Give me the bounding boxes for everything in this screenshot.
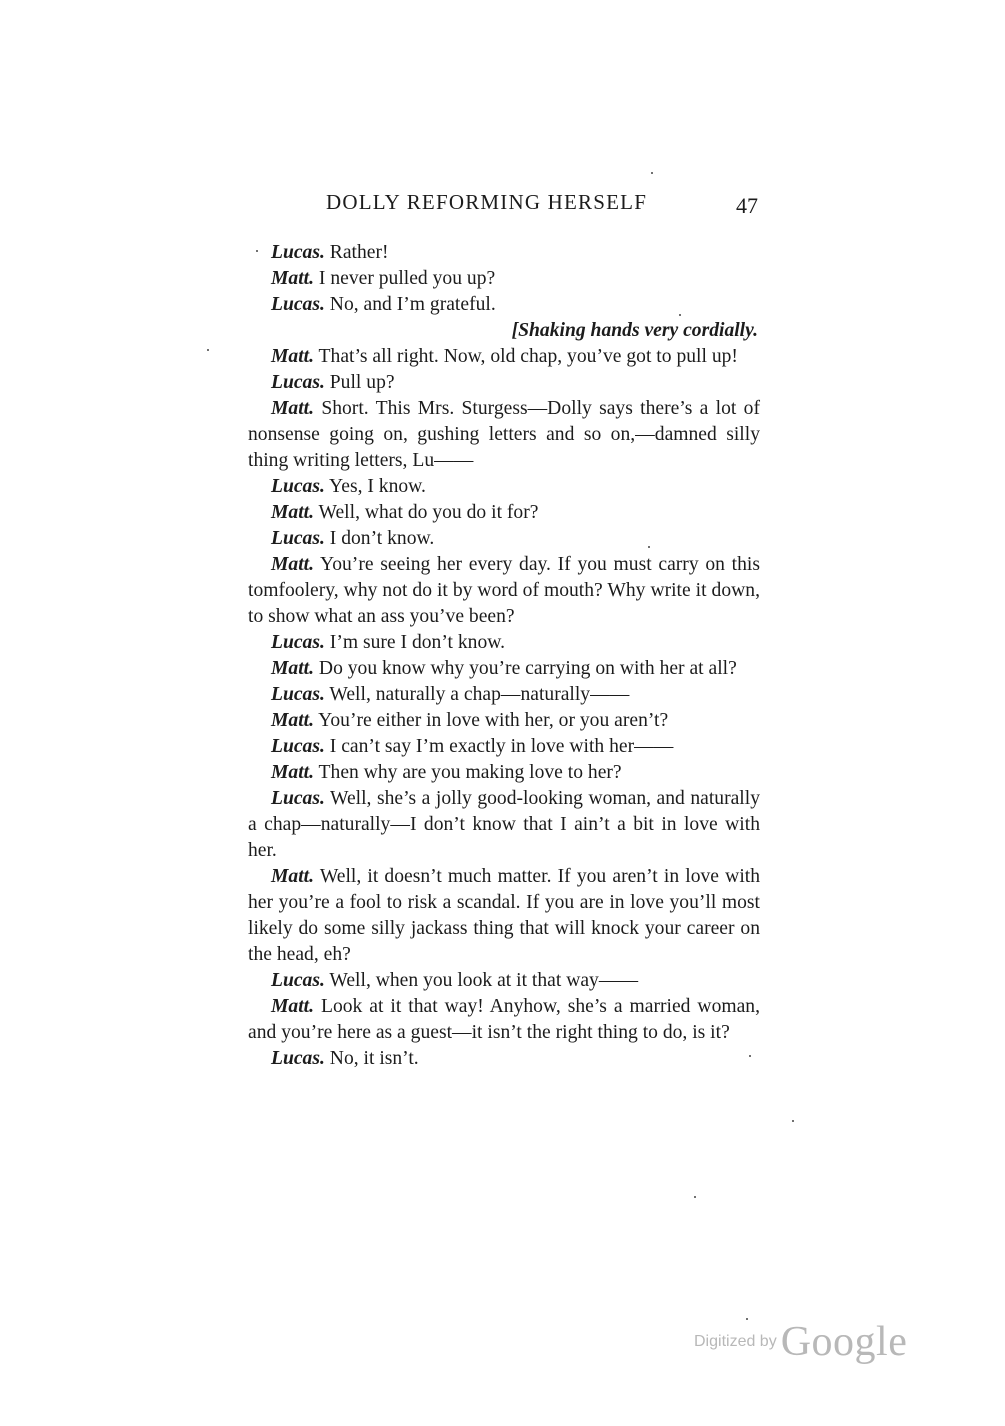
scan-speck (792, 1120, 794, 1122)
speech-text: Do you know why you’re carrying on with her at all? (314, 658, 737, 679)
dialogue-line (248, 630, 760, 656)
scan-speck (256, 250, 258, 252)
speech-text: I never pulled you up? (314, 268, 496, 289)
speech-text: Pull up? (324, 372, 395, 393)
scan-speck (651, 172, 653, 174)
speaker-name: Lucas. (271, 736, 325, 757)
speech-text: Yes, I know. (324, 476, 426, 497)
speaker-name: Matt. (271, 268, 315, 289)
scan-speck (749, 1055, 751, 1057)
play-dialogue (248, 240, 760, 1072)
speaker-name: Matt. (271, 710, 315, 731)
speech-text: I don’t know. (324, 528, 435, 549)
speaker-name: Matt. (271, 996, 315, 1017)
speech-text: Well, when you look at it that way—— (324, 970, 639, 991)
watermark-prefix: Digitized by (694, 1333, 777, 1350)
speaker-name: Matt. (271, 866, 315, 887)
scan-speck (207, 349, 209, 351)
dialogue-line (248, 708, 760, 734)
dialogue-line (248, 864, 760, 968)
speech-text: I’m sure I don’t know. (324, 632, 506, 653)
scan-speck (746, 1318, 748, 1320)
speech-text: You’re either in love with her, or you aren’t? (314, 710, 669, 731)
speech-text: That’s all right. Now, old chap, you’ve got to pull up! (314, 346, 738, 367)
speaker-name: Lucas. (271, 684, 325, 705)
speech-text: Then why are you making love to her? (314, 762, 622, 783)
dialogue-line (248, 760, 760, 786)
speaker-name: Lucas. (271, 1048, 325, 1069)
speech-text: You’re seeing her every day. If you must carry on this tomfoolery, why not do it by word of mouth? Why write it down, to show what an ass you’ve been? (248, 554, 760, 627)
speech-text: Well, what do you do it for? (314, 502, 539, 523)
speaker-name: Lucas. (271, 970, 325, 991)
dialogue-line (248, 474, 760, 500)
dialogue-line (248, 734, 760, 760)
speech-text: No, it isn’t. (324, 1048, 419, 1069)
speech-text: Look at it that way! Anyhow, she’s a married woman, and you’re here as a guest—it isn’t the right thing to do, is it? (248, 996, 760, 1043)
speaker-name: Matt. (271, 502, 315, 523)
dialogue-line (248, 292, 760, 318)
scan-speck (694, 1196, 696, 1198)
speech-text: I can’t say I’m exactly in love with her—— (324, 736, 674, 757)
speech-text: Well, naturally a chap—naturally—— (324, 684, 630, 705)
dialogue-line (248, 682, 760, 708)
dialogue-line (248, 396, 760, 474)
speaker-name: Lucas. (271, 528, 325, 549)
dialogue-line (248, 786, 760, 864)
dialogue-line (248, 526, 760, 552)
dialogue-line (248, 552, 760, 630)
speech-text: No, and I’m grateful. (324, 294, 496, 315)
dialogue-line (248, 968, 760, 994)
speech-text: Well, it doesn’t much matter. If you aren’t in love with her you’re a fool to risk a scandal. If you are in love you’ll most likely do some silly jackass thing that will knock your career on the head, eh? (248, 866, 760, 965)
page-number: 47 (736, 193, 758, 218)
running-head: DOLLY REFORMING HERSELF (326, 190, 648, 214)
scan-speck (648, 546, 650, 548)
dialogue-line (248, 656, 760, 682)
dialogue-line (248, 266, 760, 292)
dialogue-line (248, 344, 760, 370)
speaker-name: Lucas. (271, 788, 325, 809)
dialogue-line (248, 1046, 760, 1072)
speaker-name: Lucas. (271, 294, 325, 315)
dialogue-line (248, 500, 760, 526)
speaker-name: Matt. (271, 398, 315, 419)
speaker-name: Matt. (271, 346, 315, 367)
speech-text: Well, she’s a jolly good-looking woman, and naturally a chap—naturally—I don’t know that I ain’t a bit in love with her. (248, 788, 760, 861)
scan-speck (679, 314, 681, 316)
stage-direction: [Shaking hands very cordially. (511, 320, 758, 341)
watermark-brand-logo: Google (780, 1319, 908, 1365)
speaker-name: Matt. (271, 554, 315, 575)
dialogue-line (248, 240, 760, 266)
speaker-name: Lucas. (271, 476, 325, 497)
digitized-watermark (694, 1318, 907, 1366)
speech-text: Short. This Mrs. Sturgess—Dolly says there’s a lot of nonsense going on, gushing letters and so on,—damned silly thing writing letters, Lu—— (248, 398, 760, 471)
dialogue-line (248, 370, 760, 396)
speaker-name: Matt. (271, 762, 315, 783)
dialogue-line (248, 994, 760, 1046)
speaker-name: Lucas. (271, 372, 325, 393)
speaker-name: Lucas. (271, 242, 325, 263)
speaker-name: Matt. (271, 658, 315, 679)
speaker-name: Lucas. (271, 632, 325, 653)
speech-text: Rather! (324, 242, 389, 263)
